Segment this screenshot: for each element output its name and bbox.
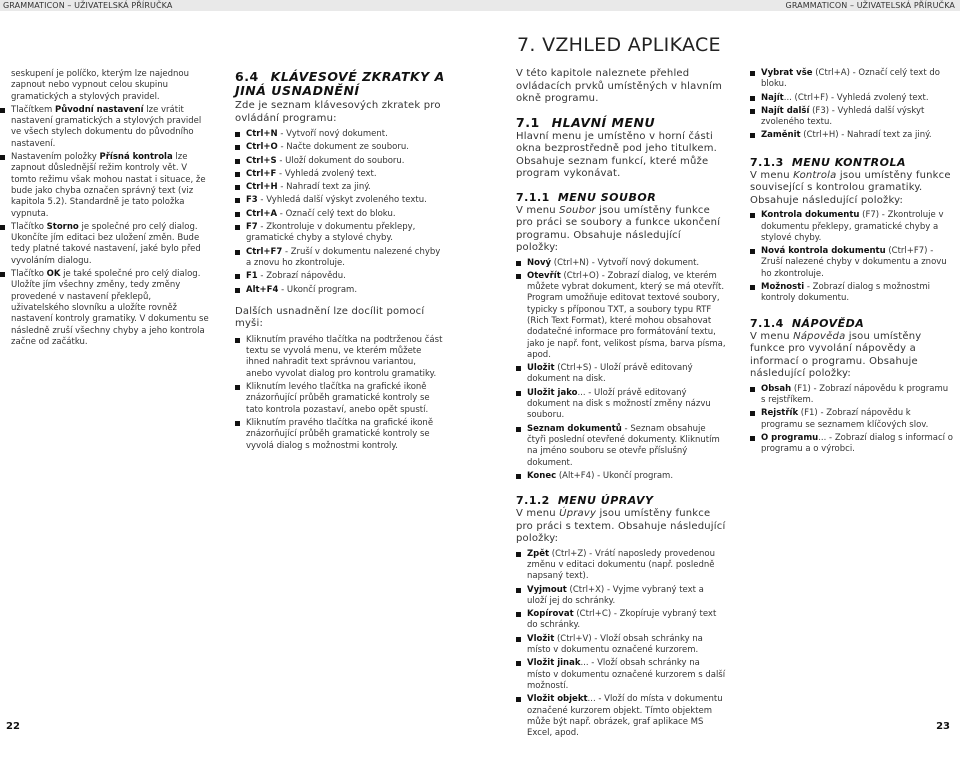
- section-7-1-4-text: V menu Nápověda jsou umístěny funkce pro vyvolání nápovědy a informací o programu. Obsahuje následující položky:: [750, 330, 922, 380]
- section-7-1-text: Hlavní menu je umístěno v horní části okna bezprostředně pod jeho titulkem. Obsahuje seznam funkcí, které může program vykonávat.: [516, 130, 718, 179]
- menu-item: Vložit jinak... - Vloží obsah schránky na místo v dokumentu označené kurzorem s další možností.: [527, 658, 726, 692]
- header-left: GRAMMATICON – UŽIVATELSKÁ PŘÍRUČKA: [3, 1, 173, 10]
- bullet-square-icon: [235, 185, 240, 190]
- bullet-square-icon: [235, 274, 240, 279]
- menu-item: O programu... - Zobrazí dialog s informací o programu a o výrobci.: [761, 433, 955, 456]
- bullet-square-icon: [750, 96, 755, 101]
- shortcut-item: Ctrl+A - Označí celý text do bloku.: [246, 209, 445, 220]
- menu-item: Vložit (Ctrl+V) - Vloží obsah schránky na místo v dokumentu označené kurzorem.: [527, 634, 726, 657]
- shortcut-item: Ctrl+F - Vyhledá zvolený text.: [246, 169, 445, 180]
- bullet-square-icon: [235, 212, 240, 217]
- bullet-square-icon: [750, 285, 755, 290]
- shortcut-item: Ctrl+N - Vytvoří nový dokument.: [246, 129, 445, 140]
- shortcuts-intro: Zde je seznam klávesových zkratek pro ovládání programu:: [235, 100, 441, 124]
- menu-item: Zpět (Ctrl+Z) - Vrátí naposledy provedenou změnu v editaci dokumentu (např. posledně napsaný text).: [527, 549, 726, 583]
- bullet-square-icon: [516, 637, 521, 642]
- bullet-square-icon: [750, 213, 755, 218]
- mouse-list: [235, 335, 445, 452]
- header-right: GRAMMATICON – UŽIVATELSKÁ PŘÍRUČKA: [785, 1, 955, 10]
- shortcut-item: F1 - Zobrazí nápovědu.: [246, 271, 445, 282]
- col3: [516, 68, 726, 741]
- menu-upravy-continued-list: [750, 68, 955, 142]
- col1-bullet: Tlačítko Storno je společné pro celý dialog. Ukončíte jím editaci bez uložení změn. Bude tedy platné takové nastavení, jaké bylo před vyvoláním dialogu.: [11, 222, 211, 267]
- mouse-item: Kliknutím levého tlačítka na grafické ikoně znázorňující průběh gramatické kontroly se tato kontrola pozastaví, anebo opět spustí.: [246, 382, 445, 416]
- bullet-square-icon: [516, 427, 521, 432]
- menu-item: Kontrola dokumentu (F7) - Zkontroluje v dokumentu překlepy, gramatické chyby a stylové chyby.: [761, 210, 955, 244]
- menu-item: Rejstřík (F1) - Zobrazí nápovědu k programu se seznamem klíčových slov.: [761, 408, 955, 431]
- section-7-1-3-text: V menu Kontrola jsou umístěny funkce související s kontrolou gramatiky. Obsahuje následující položky:: [750, 169, 951, 206]
- shortcut-item: Alt+F4 - Ukončí program.: [246, 285, 445, 296]
- bullet-square-icon: [750, 387, 755, 392]
- bullet-square-icon: [235, 338, 240, 343]
- section-heading-7-1-1: 7.1.1 MENU SOUBOR: [516, 190, 657, 204]
- bullet-square-icon: [516, 274, 521, 279]
- menu-item: Konec (Alt+F4) - Ukončí program.: [527, 471, 726, 482]
- section-7-1-2-text: V menu Úpravy jsou umístěny funkce pro práci s textem. Obsahuje následující položky:: [516, 508, 726, 545]
- col1: [11, 69, 211, 350]
- col2: [235, 70, 445, 454]
- menu-item: Uložit jako... - Uloží právě editovaný dokument na disk s možností změny názvu souboru.: [527, 388, 726, 422]
- shortcut-item: F3 - Vyhledá další výskyt zvoleného textu.: [246, 195, 445, 206]
- menu-napoveda-list: [750, 384, 955, 456]
- menu-item: Nový (Ctrl+N) - Vytvoří nový dokument.: [527, 258, 726, 269]
- section-heading-7-1: 7.1 HLAVNÍ MENU: [516, 114, 656, 130]
- bullet-square-icon: [235, 198, 240, 203]
- bullet-square-icon: [516, 661, 521, 666]
- bullet-square-icon: [235, 159, 240, 164]
- bullet-square-icon: [750, 436, 755, 441]
- menu-item: Zaměnit (Ctrl+H) - Nahradí text za jiný.: [761, 130, 955, 141]
- bullet-square-icon: [235, 225, 240, 230]
- menu-kontrola-list: [750, 210, 955, 304]
- section-heading-6-4: 6.4 KLÁVESOVÉ ZKRATKY A JINÁ USNADNĚNÍ: [235, 69, 445, 98]
- mouse-intro: Dalších usnadnění lze docílit pomocí myši:: [235, 305, 425, 330]
- menu-item: Otevřít (Ctrl+O) - Zobrazí dialog, ve kterém můžete vybrat dokument, který se má otevřít. Program umožňuje editovat textové soubory, typicky s příponou TXT, a soubory typu RTF (Rich Text Format), které mohou obsahovat dodatečné informace pro formátování textu, jako je např. font, velikost písma, barva písma, apod.: [527, 271, 726, 361]
- bullet-square-icon: [0, 225, 5, 230]
- bullet-square-icon: [750, 109, 755, 114]
- bullet-square-icon: [235, 250, 240, 255]
- menu-item: Vložit objekt... - Vloží do místa v dokumentu označené kurzorem objekt. Tímto objektem může být např. obrázek, graf aplikace MS Excel, apod.: [527, 694, 726, 739]
- bullet-square-icon: [235, 172, 240, 177]
- bullet-square-icon: [516, 261, 521, 266]
- bullet-square-icon: [516, 552, 521, 557]
- bullet-square-icon: [516, 697, 521, 702]
- col1-bullet: Tlačítkem Původní nastavení lze vrátit nastavení gramatických a stylových pravidel ve všech stylech dokumentu do původního nastavení.: [11, 105, 211, 150]
- menu-item: Najít další (F3) - Vyhledá další výskyt zvoleného textu.: [761, 106, 955, 129]
- chapter-intro: V této kapitole naleznete přehled ovládacích prvků umístěných v hlavním okně programu.: [516, 68, 723, 104]
- bullet-square-icon: [516, 366, 521, 371]
- bullet-square-icon: [750, 411, 755, 416]
- bullet-square-icon: [235, 132, 240, 137]
- page-number-right: 23: [936, 721, 950, 732]
- bullet-square-icon: [516, 612, 521, 617]
- mouse-item: Kliknutím pravého tlačítka na grafické ikoně znázorňující průběh gramatické kontroly se vyvolá dialog s možnostmi kontroly.: [246, 418, 445, 452]
- menu-item: Seznam dokumentů - Seznam obsahuje čtyři poslední otevřené dokumenty. Kliknutím na jméno souboru se otevře příslušný dokument.: [527, 424, 726, 469]
- page-number-left: 22: [6, 721, 20, 732]
- bullet-square-icon: [0, 272, 5, 277]
- shortcut-item: F7 - Zkontroluje v dokumentu překlepy, gramatické chyby a stylové chyby.: [246, 222, 445, 245]
- menu-item: Najít... (Ctrl+F) - Vyhledá zvolený text.: [761, 93, 955, 104]
- col1-bullet: Tlačítko OK je také společné pro celý dialog. Uložíte jím všechny změny, tedy změny provedené v nastavení překlepů, uživatelského slovníku a uložíte rovněž nastavení kontroly gramatiky. V dokumentu se následně zruší všechny chyby a jeho kontrola začne od začátku.: [11, 269, 211, 348]
- col4: [750, 68, 955, 457]
- bullet-square-icon: [0, 155, 5, 160]
- bullet-square-icon: [516, 588, 521, 593]
- menu-item: Kopírovat (Ctrl+C) - Zkopíruje vybraný text do schránky.: [527, 609, 726, 632]
- section-heading-7-1-3: 7.1.3 MENU KONTROLA: [750, 155, 906, 169]
- chapter-title: 7. VZHLED APLIKACE: [517, 34, 721, 56]
- menu-item: Vyjmout (Ctrl+X) - Vyjme vybraný text a uloží jej do schránky.: [527, 585, 726, 608]
- bullet-square-icon: [235, 385, 240, 390]
- bullet-square-icon: [0, 108, 5, 113]
- bullet-square-icon: [750, 133, 755, 138]
- menu-item: Nová kontrola dokumentu (Ctrl+F7) - Zruší nalezené chyby v dokumentu a znovu ho zkontroluje.: [761, 246, 955, 280]
- shortcut-item: Ctrl+H - Nahradí text za jiný.: [246, 182, 445, 193]
- bullet-square-icon: [235, 421, 240, 426]
- bullet-square-icon: [235, 145, 240, 150]
- shortcut-list: [235, 129, 445, 296]
- shortcut-item: Ctrl+O - Načte dokument ze souboru.: [246, 142, 445, 153]
- section-heading-7-1-4: 7.1.4 NÁPOVĚDA: [750, 316, 865, 330]
- section-heading-7-1-2: 7.1.2 MENU ÚPRAVY: [516, 494, 654, 508]
- bullet-square-icon: [516, 474, 521, 479]
- menu-item: Obsah (F1) - Zobrazí nápovědu k programu s rejstříkem.: [761, 384, 955, 407]
- col1-paragraph: seskupení je políčko, kterým lze najednou zapnout nebo vypnout celou skupinu gramatických a stylových pravidel.: [11, 69, 190, 102]
- menu-item: Vybrat vše (Ctrl+A) - Označí celý text do bloku.: [761, 68, 955, 91]
- bullet-square-icon: [750, 249, 755, 254]
- col1-bullets: [11, 105, 211, 348]
- section-7-1-1-text: V menu Soubor jsou umístěny funkce pro práci se soubory a funkce ukončení programu. Obsahuje následující položky:: [516, 204, 721, 253]
- col1-bullet: Nastavením položky Přísná kontrola lze zapnout důslednější režim kontroly vět. V tomto režimu však mohou nastat i situace, že bude jako chyba označen správný text (viz kapitola 5.2). Standardně je tato položka vypnuta.: [11, 152, 211, 220]
- shortcut-item: Ctrl+S - Uloží dokument do souboru.: [246, 156, 445, 167]
- shortcut-item: Ctrl+F7 - Zruší v dokumentu nalezené chyby a znovu ho zkontroluje.: [246, 247, 445, 270]
- menu-upravy-list: [516, 549, 726, 740]
- bullet-square-icon: [516, 391, 521, 396]
- menu-soubor-list: [516, 258, 726, 483]
- menu-item: Možnosti - Zobrazí dialog s možnostmi kontroly dokumentu.: [761, 282, 955, 305]
- bullet-square-icon: [235, 288, 240, 293]
- bullet-square-icon: [750, 71, 755, 76]
- menu-item: Uložit (Ctrl+S) - Uloží právě editovaný dokument na disk.: [527, 363, 726, 386]
- mouse-item: Kliknutím pravého tlačítka na podtrženou část textu se vyvolá menu, ve kterém můžete ihned nahradit text správnou variantou, anebo vyvolat dialog pro kontrolu gramatiky.: [246, 335, 445, 380]
